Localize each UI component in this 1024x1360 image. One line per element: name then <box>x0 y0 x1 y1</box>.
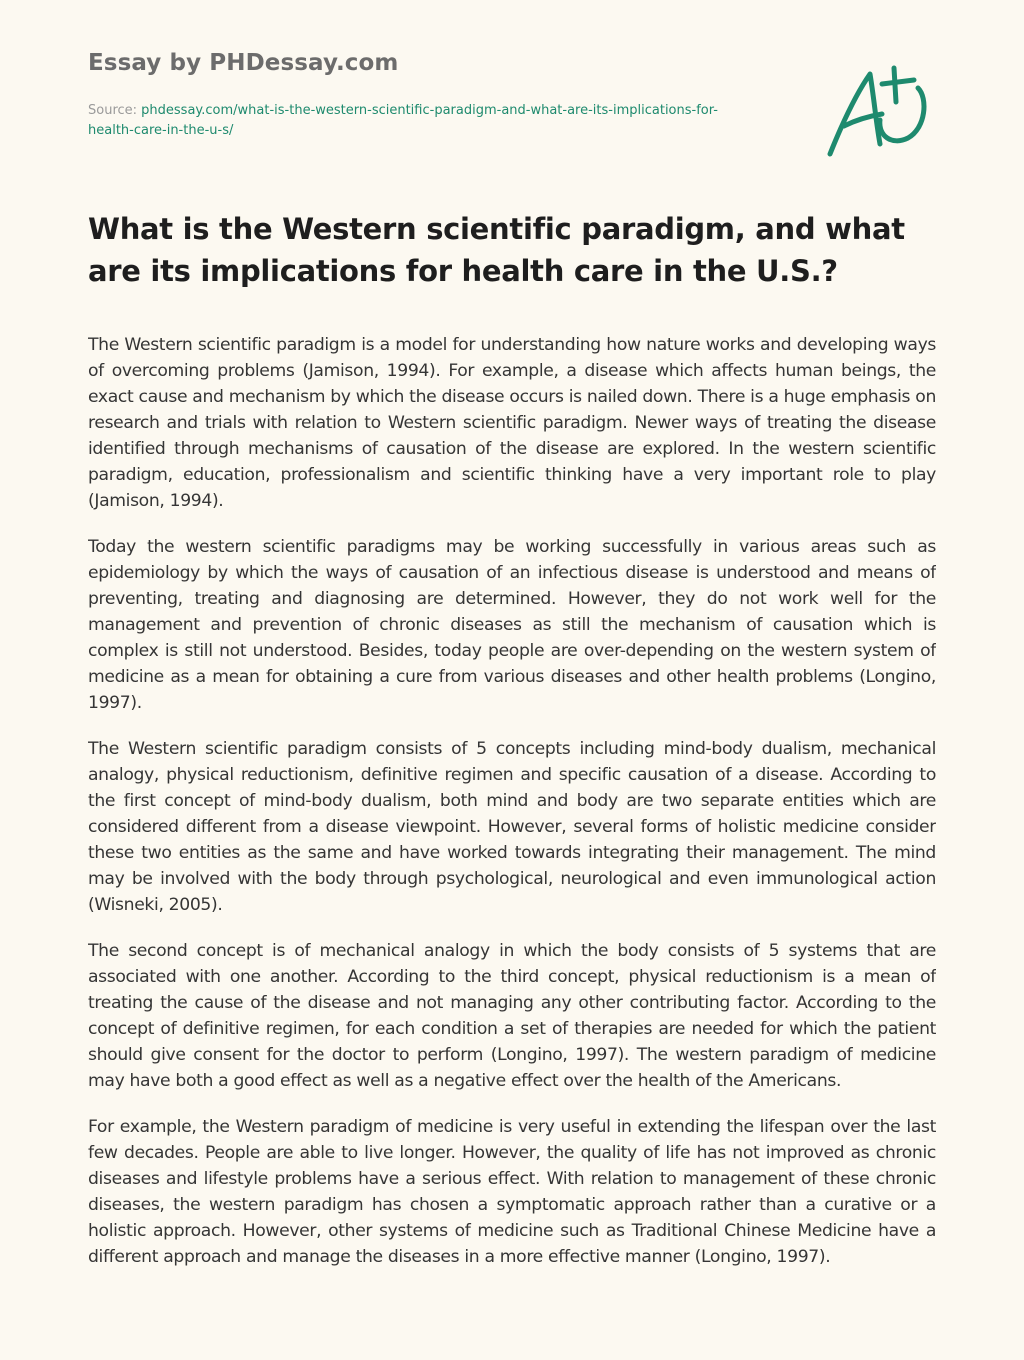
a-plus-logo-icon <box>822 62 932 162</box>
essay-body <box>88 332 936 1312</box>
paragraph: Today the western scientific paradigms may be working successfully in various areas such as epidemiology by which the ways of causation of an infectious disease is understood and means of preventing, treating and diagnosing are determined. However, they do not work well for the management and prevention of chronic diseases as still the mechanism of causation which is complex is still not understood. Besides, today people are over-depending on the western system of medicine as a mean for obtaining a cure from various diseases and other health problems (Longino, 1997). <box>88 537 936 713</box>
paragraph: For example, the Western paradigm of medicine is very useful in extending the lifespan over the last few decades. People are able to live longer. However, the quality of life has not improved as chronic diseases and lifestyle problems have a serious effect. With relation to management of these chronic diseases, the western paradigm has chosen a symptomatic approach rather than a curative or a holistic approach. However, other systems of medicine such as Traditional Chinese Medicine have a different approach and manage the diseases in a more effective manner (Longino, 1997). <box>88 1117 936 1267</box>
source-link[interactable]: phdessay.com/what-is-the-western-scientific-paradigm-and-what-are-its-implications-for-health-care-in-the-u-s/ <box>88 103 718 138</box>
source-line <box>88 101 728 141</box>
paragraph: The second concept is of mechanical analogy in which the body consists of 5 systems that are associated with one another. According to the third concept, physical reductionism is a mean of treating the cause of the disease and not managing any other contributing factor. According to the concept of definitive regimen, for each condition a set of therapies are needed for which the patient should give consent for the doctor to perform (Longino, 1997). The western paradigm of medicine may have both a good effect as well as a negative effect over the health of the Americans. <box>88 941 936 1091</box>
essay-title: What is the Western scientific paradigm, and what are its implications for health care in the U.S.? <box>88 212 905 288</box>
site-title: Essay by PHDessay.com <box>88 50 399 76</box>
paragraph: The Western scientific paradigm consists of 5 concepts including mind-body dualism, mechanical analogy, physical reductionism, definitive regimen and specific causation of a disease. According to the first concept of mind-body dualism, both mind and body are two separate entities which are considered different from a disease viewpoint. However, several forms of holistic medicine consider these two entities as the same and have worked towards integrating their management. The mind may be involved with the body through psychological, neurological and even immunological action (Wisneki, 2005). <box>88 739 936 915</box>
paragraph: The Western scientific paradigm is a model for understanding how nature works and developing ways of overcoming problems (Jamison, 1994). For example, a disease which affects human beings, the exact cause and mechanism by which the disease occurs is nailed down. There is a huge emphasis on research and trials with relation to Western scientific paradigm. Newer ways of treating the disease identified through mechanisms of causation of the disease are explored. In the western scientific paradigm, education, professionalism and scientific thinking have a very important role to play (Jamison, 1994). <box>88 335 936 511</box>
source-label: Source: <box>88 103 138 118</box>
